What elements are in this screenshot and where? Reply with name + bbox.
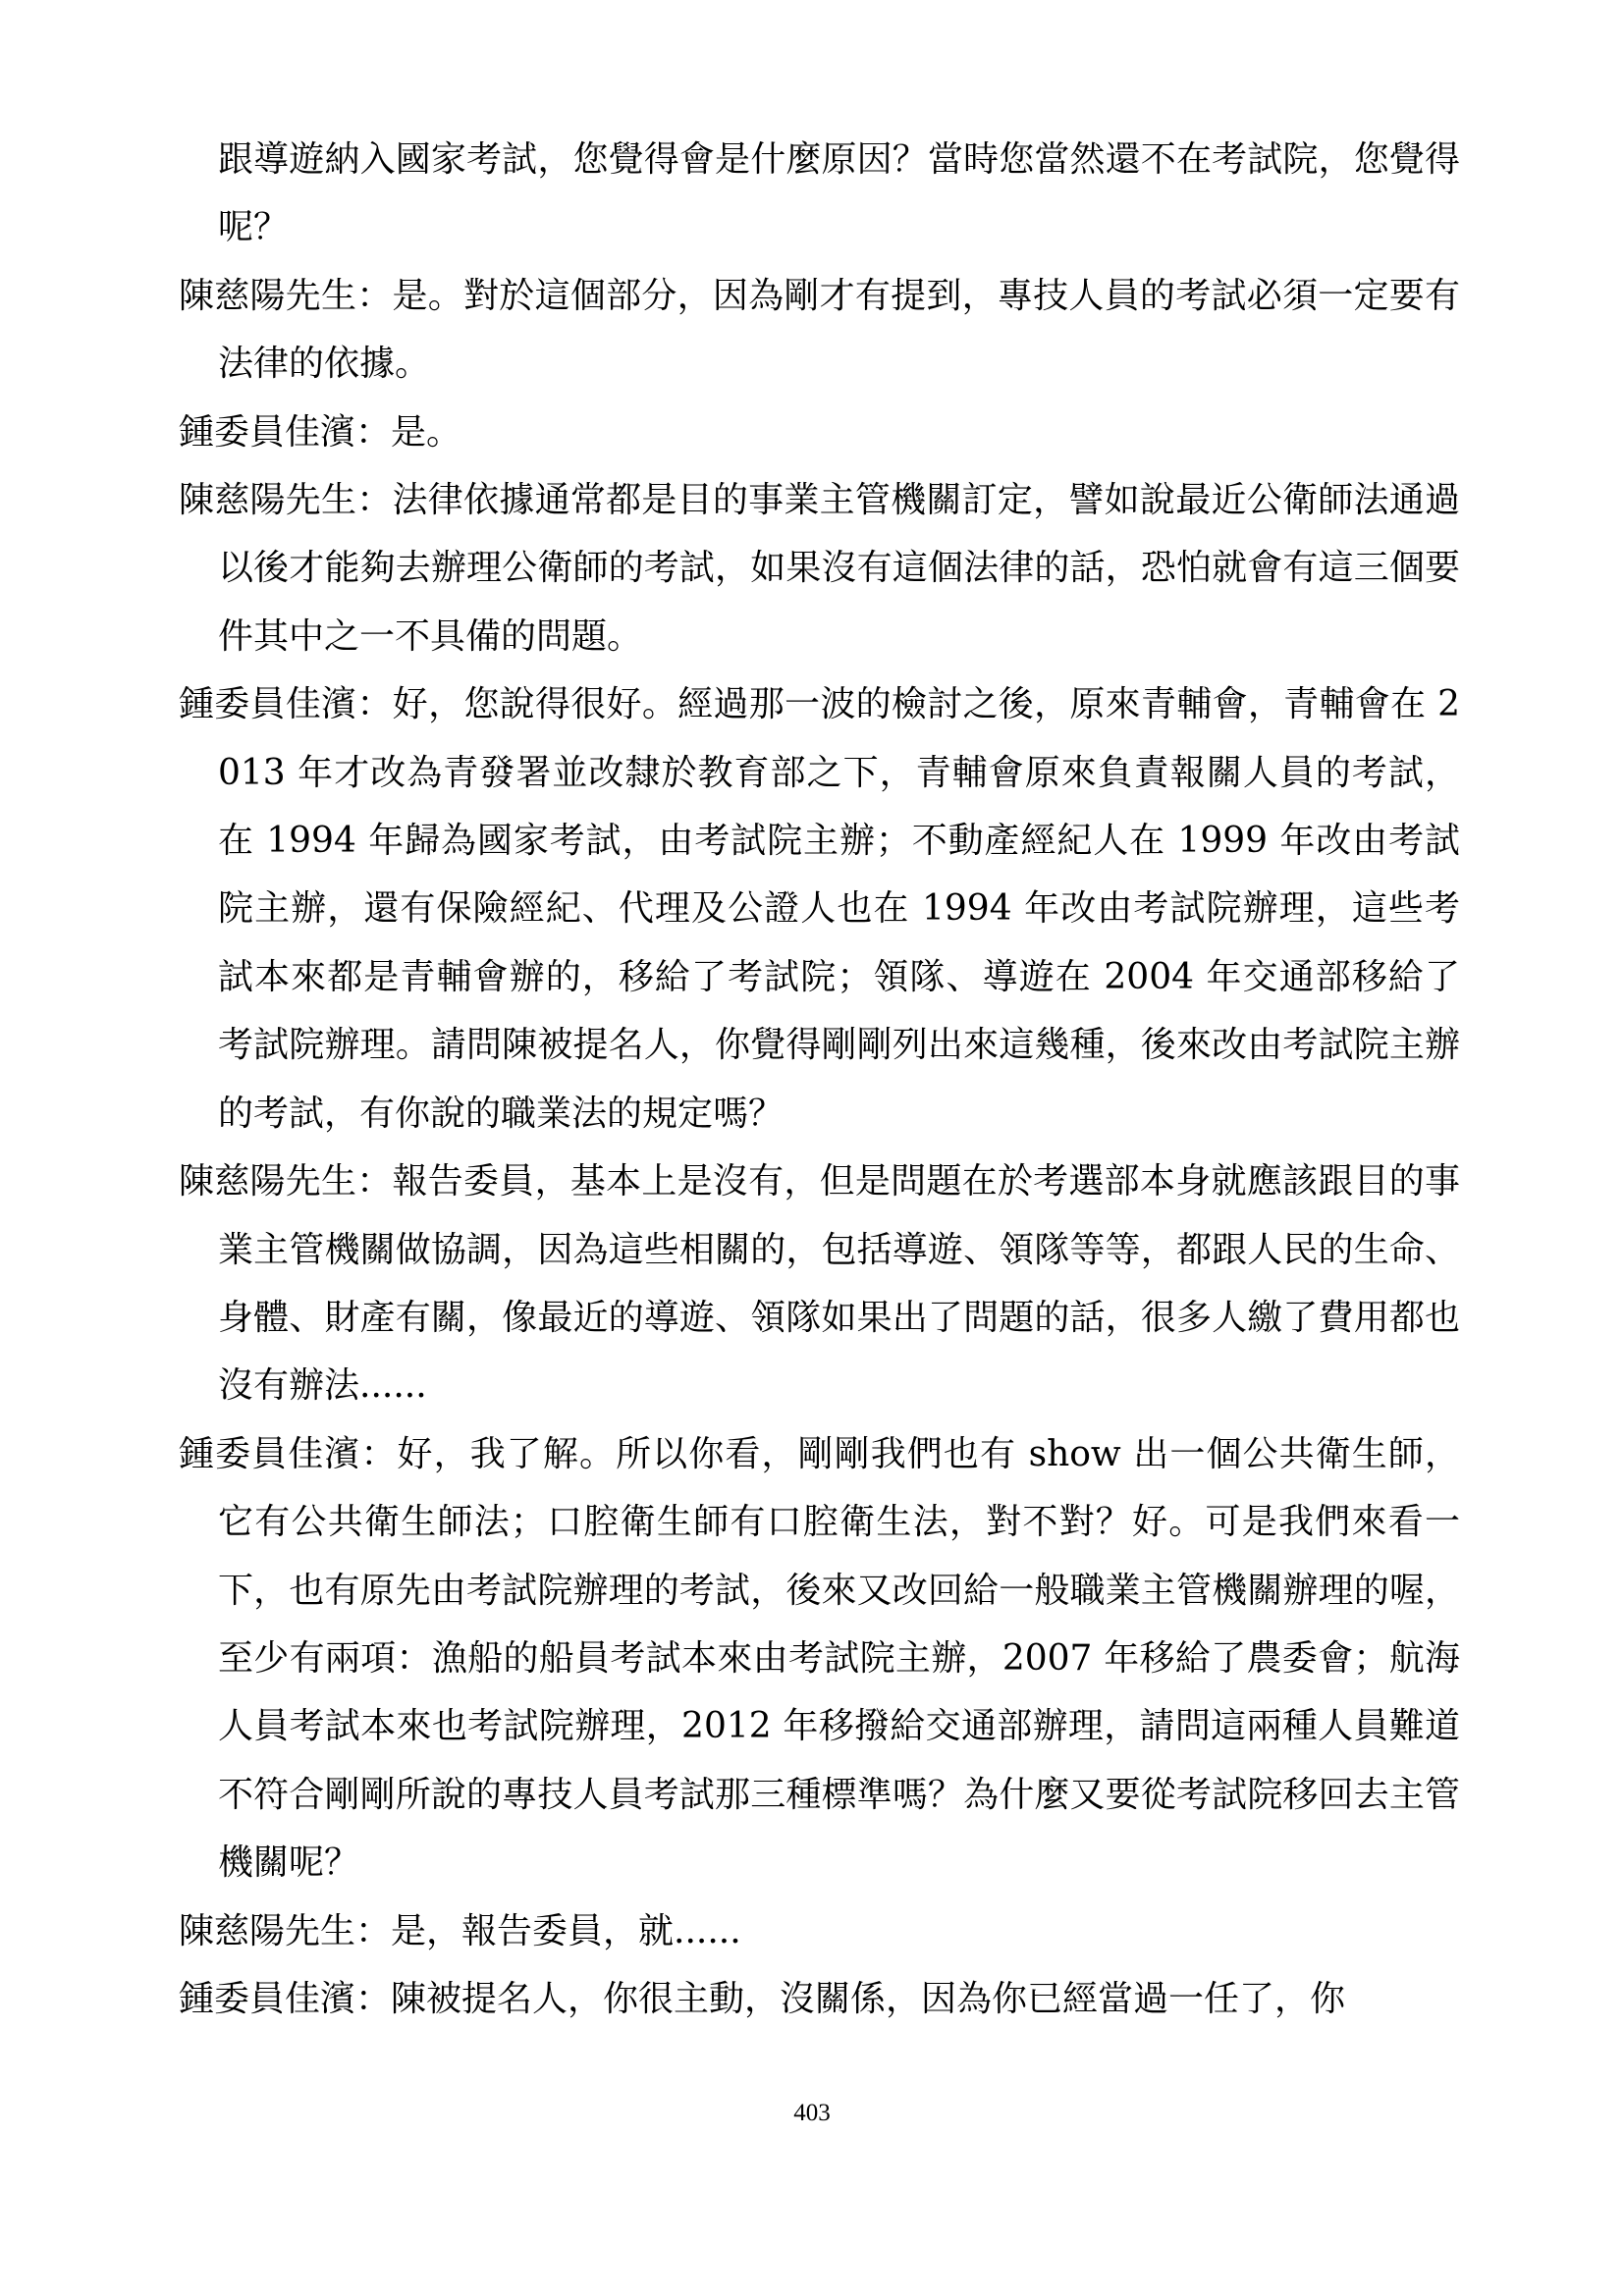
paragraph-speaker-chen: 陳慈陽先生：是。對於這個部分，因為剛才有提到，專技人員的考試必須一定要有法律的依據。: [179, 275, 1460, 385]
paragraph-speaker-chung: 鍾委員佳濱：陳被提名人，你很主動，沒關係，因為你已經當過一任了，你: [179, 1978, 1346, 2019]
transcript-body: [179, 126, 1460, 2033]
page-number: 403: [793, 2100, 831, 2126]
paragraph-speaker-chen: 陳慈陽先生：法律依據通常都是目的事業主管機關訂定，譬如說最近公衛師法通過以後才能夠去辦理公衛師的考試，如果沒有這個法律的話，恐怕就會有這三個要件其中之一不具備的問題。: [179, 480, 1460, 657]
paragraph-speaker-chen: 陳慈陽先生：是，報告委員，就......: [179, 1910, 741, 1951]
paragraph-speaker-chung: 鍾委員佳濱：是。: [179, 411, 462, 453]
paragraph-speaker-chen: 陳慈陽先生：報告委員，基本上是沒有，但是問題在於考選部本身就應該跟目的事業主管機關做協調，因為這些相關的，包括導遊、領隊等等，都跟人民的生命、身體、財產有關，像最近的導遊、領隊如果出了問題的話，很多人繳了費用都也沒有辦法......: [179, 1161, 1460, 1407]
paragraph-continuation: 跟導遊納入國家考試，您覺得會是什麼原因？當時您當然還不在考試院，您覺得呢？: [218, 139, 1460, 248]
paragraph-speaker-chung: 鍾委員佳濱：好，您說得很好。經過那一波的檢討之後，原來青輔會，青輔會在 2013 年才改為青發署並改隸於教育部之下，青輔會原來負責報關人員的考試，在 1994 年歸為國家考試，由考試院主辦；不動產經紀人在 1999 年改由考試院主辦，還有保險經紀、代理及公證人也在 1994 年改由考試院辦理，這些考試本來都是青輔會辦的，移給了考試院；領隊、導遊在 2004 年交通部移給了考試院辦理。請問陳被提名人，你覺得剛剛列出來這幾種，後來改由考試院主辦的考試，有你說的職業法的規定嗎？: [179, 684, 1460, 1134]
paragraph-speaker-chung: 鍾委員佳濱：好，我了解。所以你看，剛剛我們也有 show 出一個公共衛生師，它有公共衛生師法；口腔衛生師有口腔衛生法，對不對？好。可是我們來看一下，也有原先由考試院辦理的考試，後來又改回給一般職業主管機關辦理的喔，至少有兩項：漁船的船員考試本來由考試院主辦，2007 年移給了農委會；航海人員考試本來也考試院辦理，2012 年移撥給交通部辦理，請問這兩種人員難道不符合剛剛所說的專技人員考試那三種標準嗎？為什麼又要從考試院移回去主管機關呢？: [179, 1433, 1460, 1884]
